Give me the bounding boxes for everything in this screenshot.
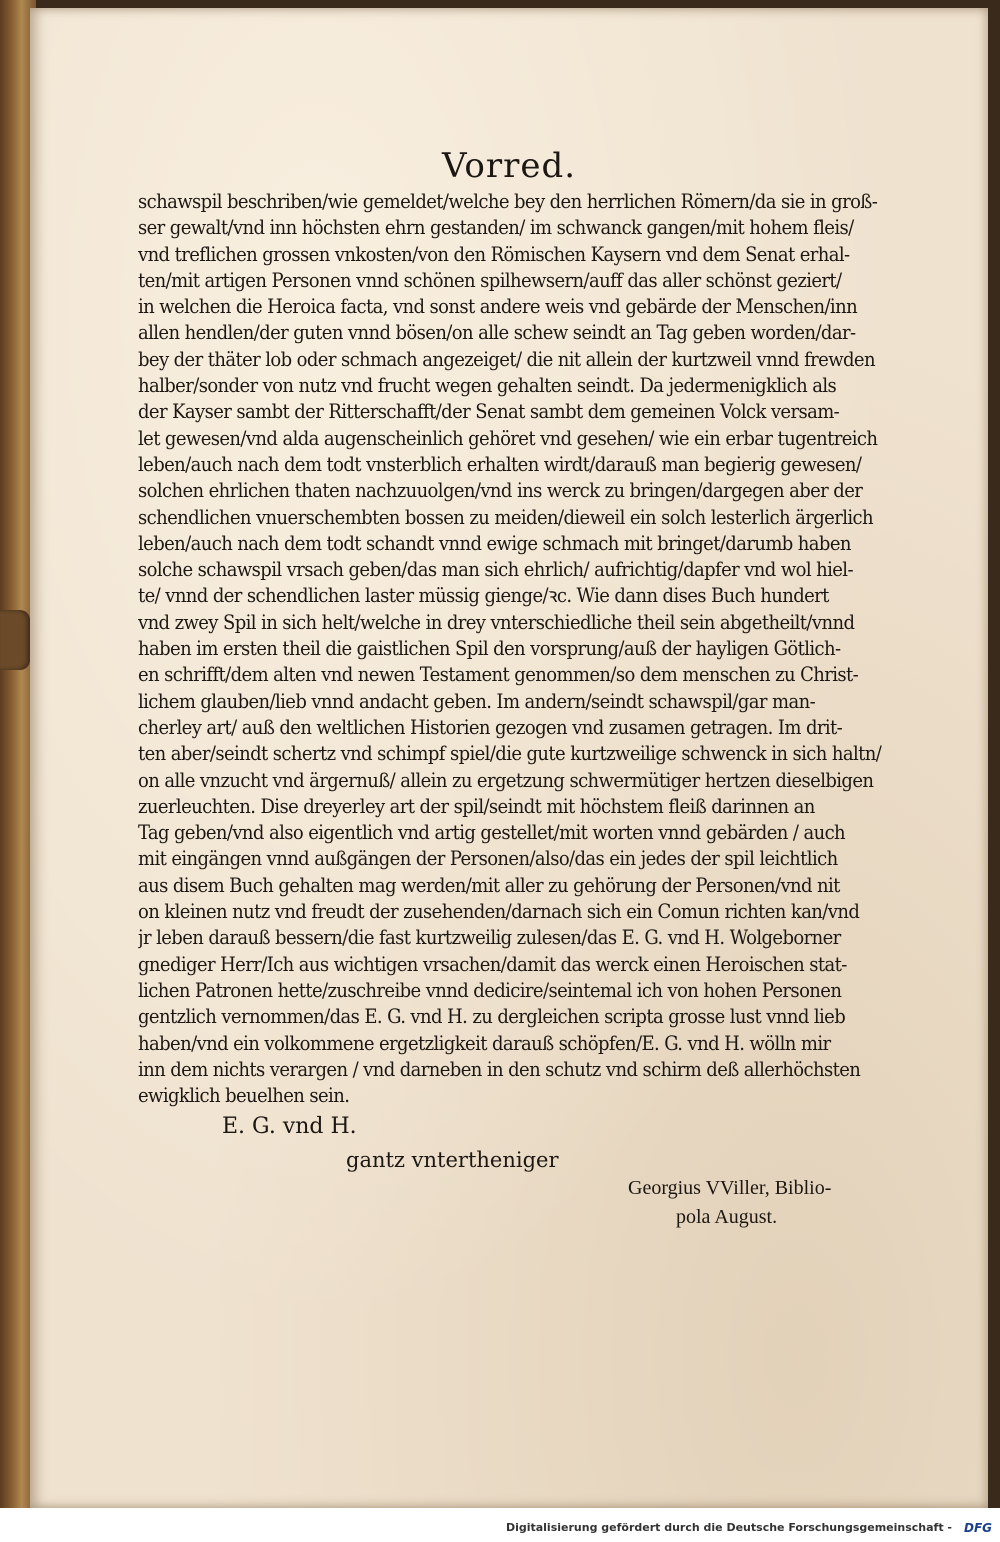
footer-bar — [0, 1508, 1000, 1542]
text-line: lichen Patronen hette/zuschreibe vnnd dedicire/seintemal ich von hohen Personen — [138, 977, 842, 1002]
text-line: ten/mit artigen Personen vnnd schönen spilhewsern/auff das aller schönst geziert/ — [138, 267, 842, 292]
text-line: ser gewalt/vnd inn höchsten ehrn gestanden/ im schwanck gangen/mit hohem fleis/ — [138, 215, 854, 240]
text-line: en schrifft/dem alten vnd newen Testament genommen/so dem menschen zu Christ- — [138, 662, 859, 687]
text-line: solchen ehrlichen thaten nachzuuolgen/vnd ins werck zu bringen/dargegen aber der — [138, 478, 863, 503]
salutation: E. G. vnd H. — [222, 1114, 357, 1139]
text-line: inn dem nichts verargen / vnd darneben in den schutz vnd schirm deß allerhöchsten — [138, 1056, 861, 1081]
text-line: on kleinen nutz vnd freudt der zusehenden/darnach sich ein Comun richten kan/vnd — [138, 899, 860, 924]
text-line: zuerleuchten. Dise dreyerley art der spil/seindt mit höchstem fleiß darinnen an — [138, 793, 815, 818]
text-line: halber/sonder von nutz vnd frucht wegen gehalten seindt. Da jedermenigklich als — [138, 373, 837, 398]
running-head: Vorred. — [441, 146, 577, 186]
text-line: mit eingängen vnnd außgängen der Personen/also/das ein jedes der spil leichtlich — [138, 846, 838, 871]
text-line: der Kayser sambt der Ritterschafft/der Senat sambt dem gemeinen Volck versam- — [138, 399, 840, 424]
text-line: jr leben darauß bessern/die fast kurtzweilig zulesen/das E. G. vnd H. Wolgeborner — [138, 925, 841, 950]
text-line: gentzlich vernommen/das E. G. vnd H. zu dergleichen scripta grosse lust vnnd lieb — [138, 1004, 846, 1029]
book-page — [30, 8, 988, 1508]
footer-credit: Digitalisierung gefördert durch die Deutsche Forschungsgemeinschaft - — [505, 1521, 952, 1534]
text-line: cherley art/ auß den weltlichen Historien gezogen vnd zusamen getragen. Im drit- — [138, 714, 843, 739]
text-line: leben/auch nach dem todt vnsterblich erhalten wirdt/darauß man begierig gewesen/ — [138, 451, 862, 476]
humble-closing: gantz vntertheniger — [346, 1148, 559, 1172]
text-line: bey der thäter lob oder schmach angezeiget/ die nit allein der kurtzweil vnnd frewden — [138, 346, 875, 371]
text-line: haben im ersten theil die gaistlichen Spil den vorsprung/auß der hayligen Götlich- — [138, 636, 841, 661]
text-line: allen hendlen/der guten vnnd bösen/on alle schew seindt an Tag geben worden/dar- — [138, 320, 856, 345]
text-line: lichem glauben/lieb vnnd andacht geben. Im andern/seindt schawspil/gar man- — [138, 688, 816, 713]
text-line: let gewesen/vnd alda augenscheinlich gehöret vnd gesehen/ wie ein erbar tugentreich — [138, 425, 878, 450]
text-line: in welchen die Heroica facta, vnd sonst andere weis vnd gebärde der Menschen/inn — [138, 294, 858, 319]
text-line: solche schawspil vrsach geben/das man sich ehrlich/ aufrichtig/dapfer vnd wol hiel- — [138, 557, 853, 582]
signature-name: Georgius VViller, Biblio- — [628, 1177, 832, 1199]
text-line: leben/auch nach dem todt schandt vnnd ewige schmach mit bringet/darumb haben — [138, 530, 851, 555]
text-line: gnediger Herr/Ich aus wichtigen vrsachen/damit das werck einen Heroischen stat- — [138, 951, 847, 976]
signature-title: pola August. — [676, 1206, 778, 1228]
dfg-logo: DFG — [963, 1521, 992, 1535]
text-line: aus disem Buch gehalten mag werden/mit aller zu gehörung der Personen/vnd nit — [138, 872, 840, 897]
text-line: schendlichen vnuerschembten bossen zu meiden/dieweil ein solch lesterlich ärgerlich — [138, 504, 873, 529]
text-line: ten aber/seindt schertz vnd schimpf spiel/die gute kurtzweilige schwenck in sich haltn/ — [138, 741, 882, 766]
text-line: on alle vnzucht vnd ärgernuß/ allein zu ergetzung schwermütiger hertzen dieselbigen — [138, 767, 874, 792]
text-line: te/ vnnd der schendlichen laster müssig gienge/ꝛc. Wie dann dises Buch hundert — [138, 583, 829, 608]
text-line: vnd treflichen grossen vnkosten/von den Römischen Kaysern vnd dem Senat erhal- — [138, 241, 850, 266]
text-line: vnd zwey Spil in sich helt/welche in drey vnterschiedliche theil sein abgetheilt/vnnd — [138, 609, 855, 634]
text-line: haben/vnd ein volkommene ergetzligkeit darauß schöpfen/E. G. vnd H. wölln mir — [138, 1030, 831, 1055]
text-line: Tag geben/vnd also eigentlich vnd artig gestellet/mit worten vnnd gebärden / auch — [138, 820, 846, 845]
binding-clasp — [0, 610, 30, 670]
body-text — [138, 188, 950, 1108]
text-line: schawspil beschriben/wie gemeldet/welche bey den herrlichen Römern/da sie in groß- — [138, 189, 878, 213]
text-line: ewigklich beuelhen sein. — [138, 1083, 350, 1108]
